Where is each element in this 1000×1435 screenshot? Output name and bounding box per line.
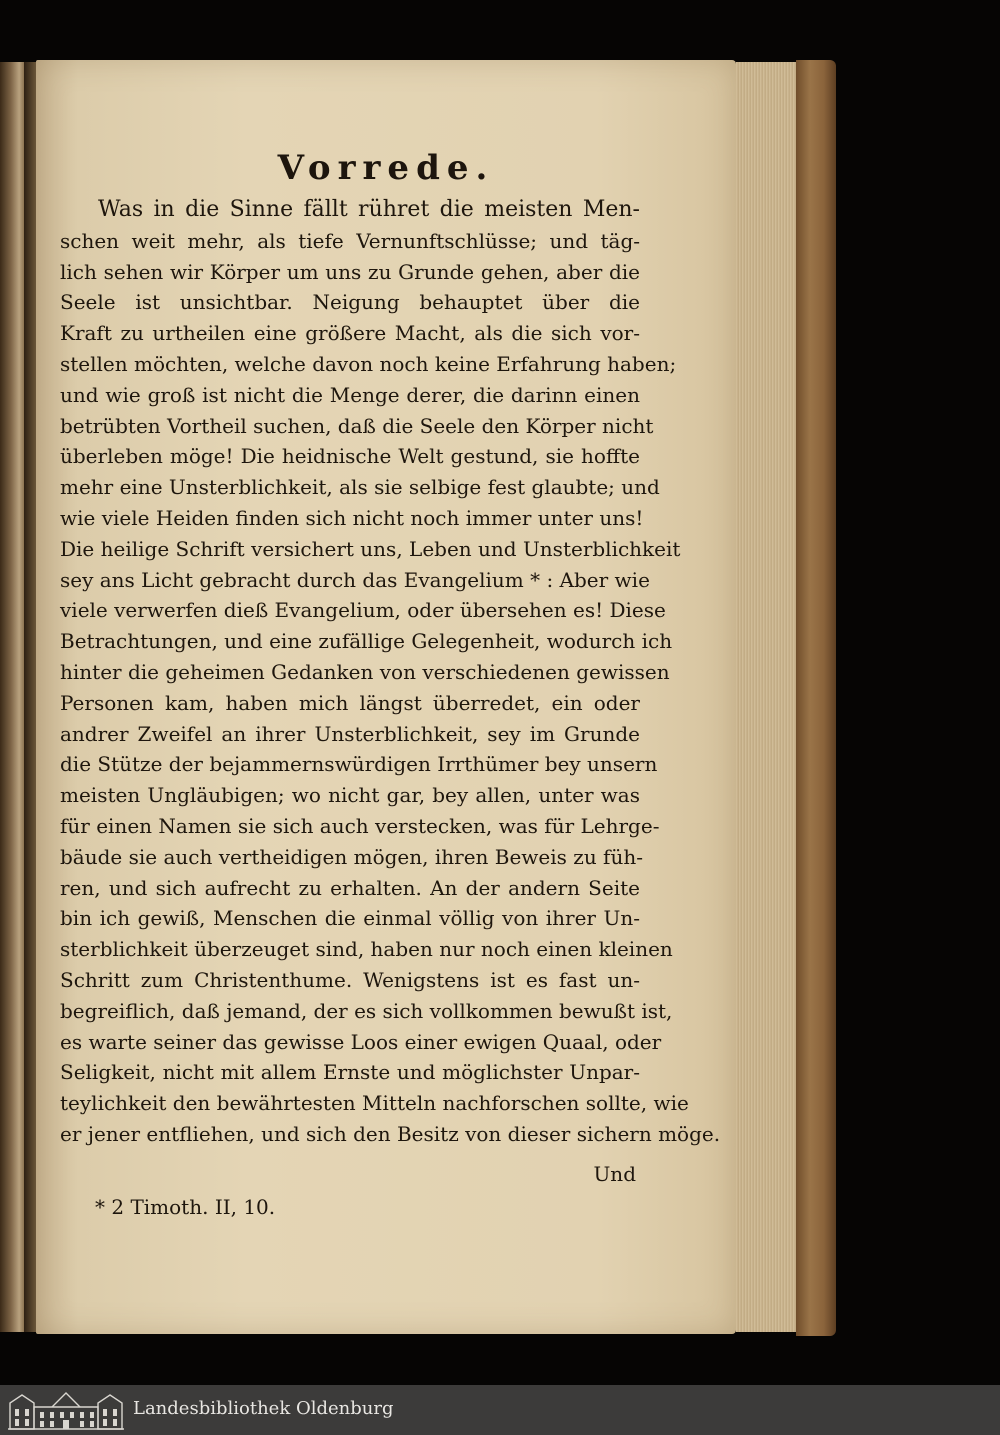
text-line: ren, und sich aufrecht zu erhalten. An der andern Seite (60, 875, 640, 900)
library-building-icon (8, 1389, 124, 1431)
text-line: mehr eine Unsterblichkeit, als sie selbige fest glaubte; und (60, 475, 660, 500)
text-line: viele verwerfen dieß Evangelium, oder übersehen es! Diese (60, 598, 666, 623)
text-line: Die heilige Schrift versichert uns, Leben und Unsterblichkeit (60, 536, 681, 561)
footer-bar (0, 1385, 1000, 1435)
book-gutter (24, 62, 36, 1332)
text-line: meisten Ungläubigen; wo nicht gar, bey allen, unter was (60, 783, 640, 808)
text-line: bäude sie auch vertheidigen mögen, ihren Beweis zu füh- (60, 844, 643, 869)
footnote: * 2 Timoth. II, 10. (95, 1195, 276, 1219)
text-line: andrer Zweifel an ihrer Unsterblichkeit, sey im Grunde (60, 721, 640, 746)
text-line: Seele ist unsichtbar. Neigung behauptet über die (60, 290, 640, 315)
text-line: Seligkeit, nicht mit allem Ernste und möglichster Unpar- (60, 1060, 640, 1085)
text-line: Personen kam, haben mich längst überredet, ein oder (60, 690, 640, 715)
catchword: Und (593, 1162, 636, 1186)
text-line: er jener entfliehen, und sich den Besitz von dieser sichern möge. (60, 1121, 721, 1146)
text-line: betrübten Vortheil suchen, daß die Seele den Körper nicht (60, 413, 654, 438)
text-line: überleben möge! Die heidnische Welt gestund, sie hoffte (60, 444, 640, 469)
book-cover-edge (796, 60, 836, 1336)
page-header: Vorrede. (277, 148, 495, 188)
facing-page-edge (0, 62, 24, 1332)
text-line: bin ich gewiß, Menschen die einmal völlig von ihrer Un- (60, 906, 640, 931)
text-line: hinter die geheimen Gedanken von verschiedenen gewissen (60, 659, 670, 684)
body-text (60, 195, 721, 1150)
library-name: Landesbibliothek Oldenburg (133, 1398, 394, 1419)
text-line: schen weit mehr, als tiefe Vernunftschlüsse; und täg- (60, 228, 640, 253)
text-line: teylichkeit den bewährtesten Mitteln nachforschen sollte, wie (60, 1091, 689, 1116)
text-line: für einen Namen sie sich auch verstecken, was für Lehrge- (60, 813, 660, 838)
text-line: die Stütze der bejammernswürdigen Irrthümer bey unsern (60, 752, 658, 777)
page-fore-edge (736, 62, 796, 1332)
text-line: Was in die Sinne fällt rühret die meisten Men- (98, 197, 640, 222)
text-line: Betrachtungen, und eine zufällige Gelegenheit, wodurch ich (60, 629, 673, 654)
text-line: sey ans Licht gebracht durch das Evangelium * : Aber wie (60, 567, 650, 592)
text-line: sterblichkeit überzeuget sind, haben nur noch einen kleinen (60, 937, 673, 962)
text-line: stellen möchten, welche davon noch keine Erfahrung haben; (60, 351, 677, 376)
text-line: lich sehen wir Körper um uns zu Grunde gehen, aber die (60, 259, 640, 284)
text-line: und wie groß ist nicht die Menge derer, die darinn einen (60, 382, 640, 407)
text-line: Kraft zu urtheilen eine größere Macht, als die sich vor- (60, 321, 640, 346)
text-line: Schritt zum Christenthume. Wenigstens ist es fast un- (60, 967, 640, 992)
text-line: es warte seiner das gewisse Loos einer ewigen Quaal, oder (60, 1029, 662, 1054)
text-line: begreiflich, daß jemand, der es sich vollkommen bewußt ist, (60, 998, 673, 1023)
text-line: wie viele Heiden finden sich nicht noch immer unter uns! (60, 505, 644, 530)
